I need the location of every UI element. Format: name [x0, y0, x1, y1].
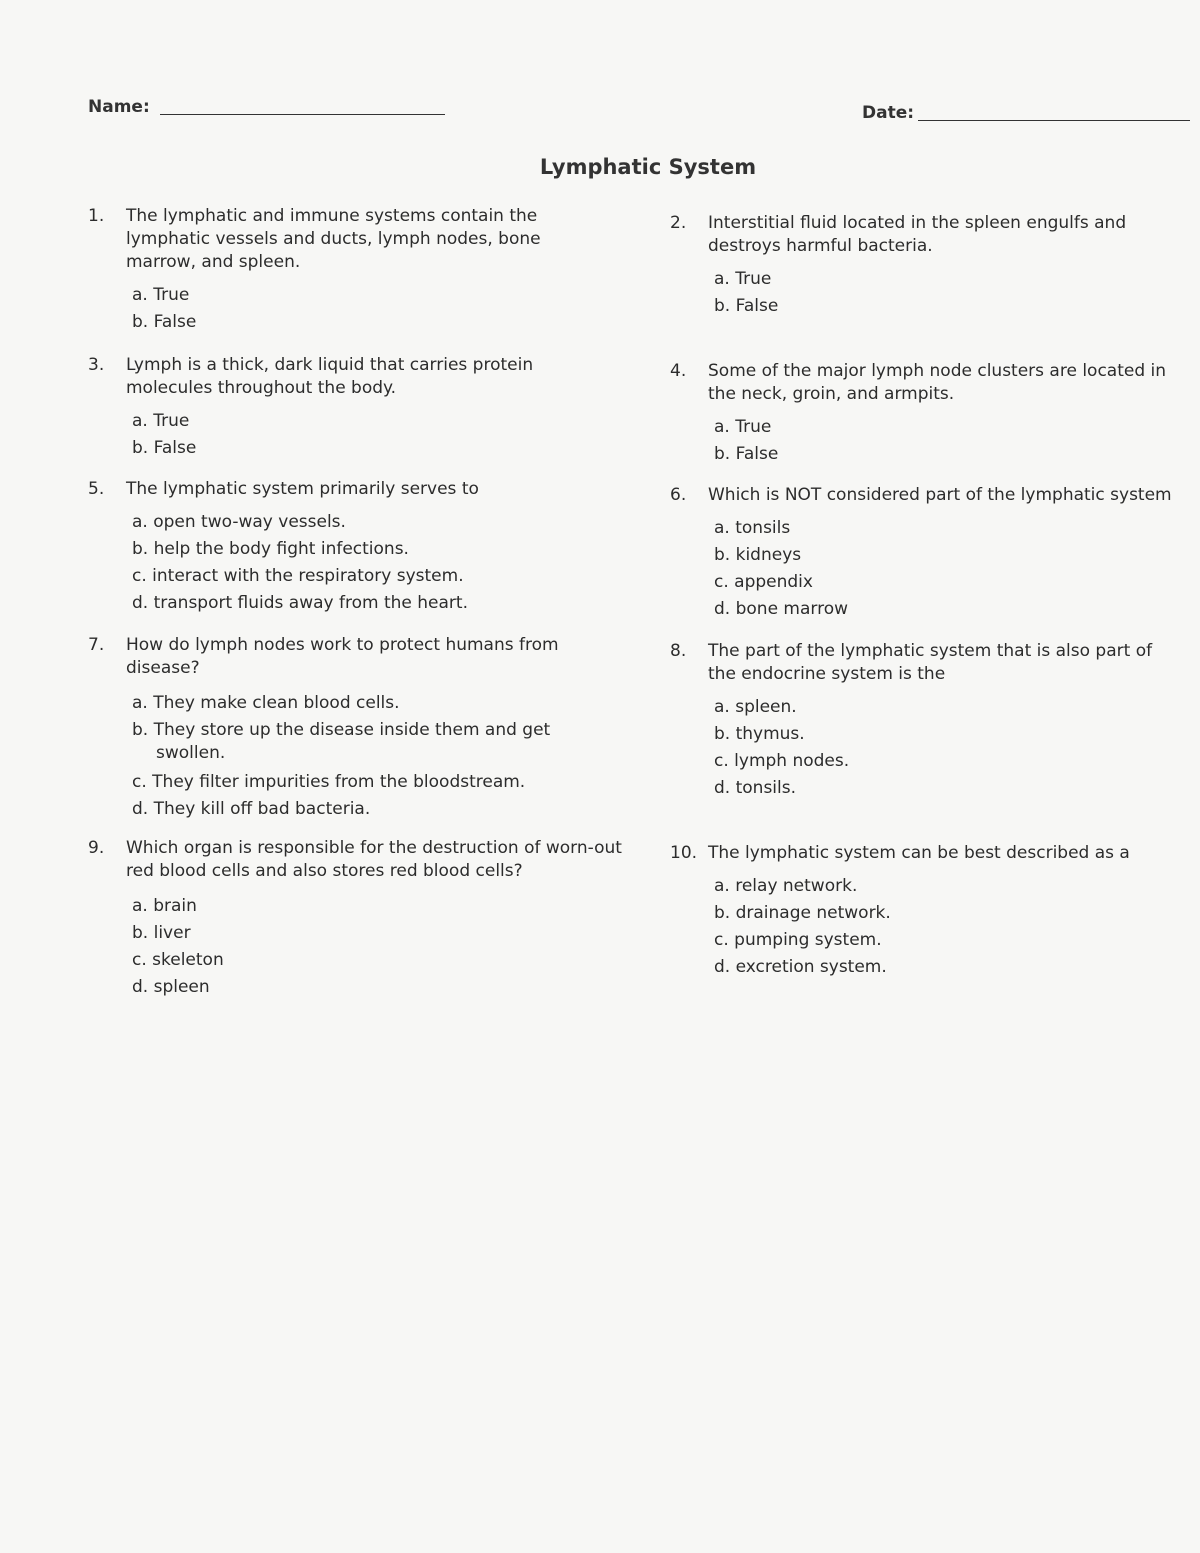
option: b. False	[714, 444, 779, 464]
option: a. True	[714, 417, 772, 437]
question-6	[670, 484, 1195, 623]
question-number: 1.	[88, 206, 105, 226]
option: a. relay network.	[714, 876, 858, 896]
options-list	[132, 690, 588, 823]
question-10	[670, 842, 1180, 981]
options-list	[132, 893, 628, 1001]
option: c. pumping system.	[714, 930, 882, 950]
option: d. bone marrow	[714, 599, 849, 619]
option: d. tonsils.	[714, 778, 797, 798]
option: b. kidneys	[714, 545, 802, 565]
option: a. spleen.	[714, 697, 797, 717]
question-number: 9.	[88, 838, 105, 858]
options-list	[132, 509, 588, 617]
option: c. lymph nodes.	[714, 751, 850, 771]
question-number: 2.	[670, 213, 687, 233]
option: b. drainage network.	[714, 903, 891, 923]
question-number: 6.	[670, 485, 687, 505]
option: b. False	[132, 312, 197, 332]
question-1	[88, 205, 588, 336]
options-list	[714, 873, 1180, 981]
option: a. True	[132, 411, 190, 431]
options-list	[714, 414, 1180, 468]
options-list	[714, 266, 1170, 320]
question-2	[670, 212, 1170, 320]
question-text: How do lymph nodes work to protect humans from disease?	[126, 635, 559, 678]
option: c. skeleton	[132, 950, 224, 970]
question-text: The lymphatic and immune systems contain the lymphatic vessels and ducts, lymph nodes, bone marrow, and spleen.	[126, 206, 541, 272]
option: a. tonsils	[714, 518, 791, 538]
question-5	[88, 478, 588, 617]
option: b. False	[714, 296, 779, 316]
option: d. transport fluids away from the heart.	[132, 593, 468, 613]
option: b. liver	[132, 923, 191, 943]
option: a. They make clean blood cells.	[132, 693, 400, 713]
options-list	[714, 694, 1180, 802]
question-number: 4.	[670, 361, 687, 381]
question-text: Some of the major lymph node clusters are located in the neck, groin, and armpits.	[708, 361, 1167, 404]
option: d. excretion system.	[714, 957, 887, 977]
date-line	[918, 120, 1190, 121]
options-list	[132, 282, 588, 336]
question-number: 10.	[670, 843, 698, 863]
question-9	[88, 837, 628, 1001]
option: b. They store up the disease inside them and get swollen.	[132, 720, 551, 763]
question-number: 8.	[670, 641, 687, 661]
question-3	[88, 354, 588, 462]
question-text: Interstitial fluid located in the spleen engulfs and destroys harmful bacteria.	[708, 213, 1127, 256]
option: b. help the body fight infections.	[132, 539, 409, 559]
option: c. They filter impurities from the bloodstream.	[132, 772, 526, 792]
question-8	[670, 640, 1180, 802]
question-number: 3.	[88, 355, 105, 375]
options-list	[714, 515, 1195, 623]
option: d. spleen	[132, 977, 210, 997]
option: a. True	[714, 269, 772, 289]
options-list	[132, 408, 588, 462]
question-text: Which is NOT considered part of the lymphatic system	[708, 485, 1172, 505]
question-number: 5.	[88, 479, 105, 499]
question-7	[88, 634, 588, 823]
name-line	[160, 114, 445, 115]
option: c. interact with the respiratory system.	[132, 566, 464, 586]
question-text: Lymph is a thick, dark liquid that carries protein molecules throughout the body.	[126, 355, 534, 398]
question-4	[670, 360, 1180, 468]
question-text: The lymphatic system can be best described as a	[708, 843, 1130, 863]
option: a. True	[132, 285, 190, 305]
option: a. brain	[132, 896, 197, 916]
name-label: Name:	[88, 97, 150, 117]
option: b. False	[132, 438, 197, 458]
question-text: The lymphatic system primarily serves to	[126, 479, 479, 499]
option: c. appendix	[714, 572, 813, 592]
option: d. They kill off bad bacteria.	[132, 799, 371, 819]
question-text: Which organ is responsible for the destruction of worn-out red blood cells and also stores red blood cells?	[126, 838, 622, 881]
option: a. open two-way vessels.	[132, 512, 346, 532]
date-label: Date:	[862, 103, 915, 123]
page-title: Lymphatic System	[539, 155, 757, 179]
question-number: 7.	[88, 635, 105, 655]
question-text: The part of the lymphatic system that is also part of the endocrine system is the	[708, 641, 1153, 684]
option: b. thymus.	[714, 724, 805, 744]
